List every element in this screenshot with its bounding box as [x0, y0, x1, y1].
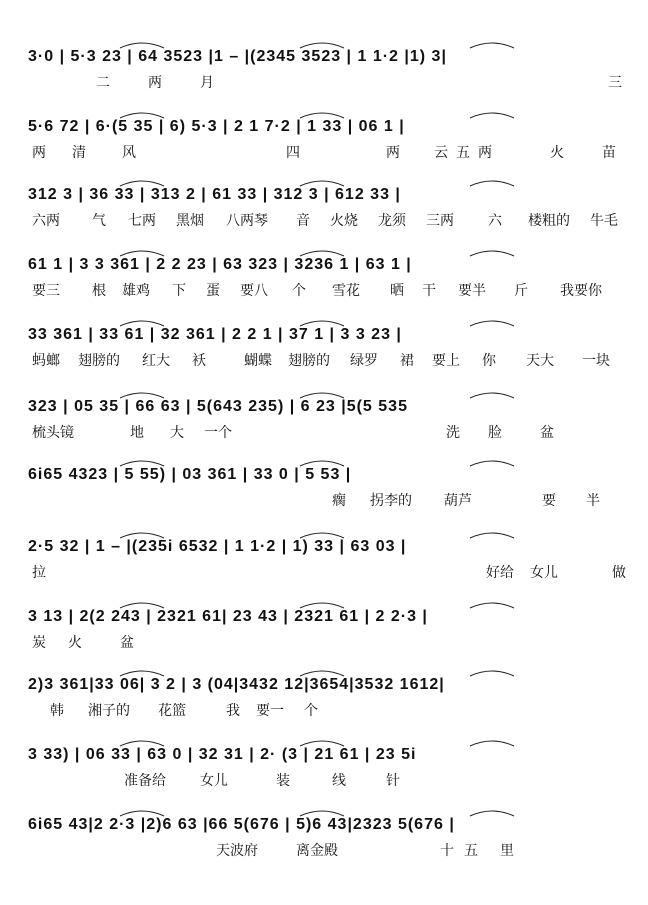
lyric-syllable: 脸	[488, 425, 502, 441]
lyric-syllable: 里	[500, 843, 514, 859]
lyric-syllable: 云	[434, 145, 448, 161]
notation-line	[28, 252, 628, 278]
lyric-syllable: 绿罗	[350, 353, 378, 369]
lyric-syllable: 三两	[426, 213, 454, 229]
lyric-syllable: 七两	[128, 213, 156, 229]
lyric-syllable: 女儿	[200, 773, 228, 789]
lyric-syllable: 离金殿	[296, 843, 338, 859]
lyric-syllable: 盆	[120, 635, 134, 651]
lyric-syllable: 雄鸡	[122, 283, 150, 299]
notation-line	[28, 322, 628, 348]
lyric-syllable: 天大	[526, 353, 554, 369]
lyric-syllable: 你	[482, 353, 496, 369]
lyric-syllable: 葫芦	[444, 493, 472, 509]
notation-text: 323 | 05 35 | 66 63 | 5(643 235) | 6 23 |5(5 535	[28, 398, 408, 415]
notation-line	[28, 534, 628, 560]
lyric-syllable: 天波府	[216, 843, 258, 859]
lyric-syllable: 气	[92, 213, 106, 229]
lyric-syllable: 十	[440, 843, 454, 859]
lyric-syllable: 裙	[400, 353, 414, 369]
lyric-syllable: 蛋	[206, 283, 220, 299]
notation-line	[28, 672, 628, 698]
lyrics-line	[30, 632, 626, 654]
notation-text: 3 13 | 2(2 243 | 2321 61| 23 43 | 2321 61 | 2 2·3 |	[28, 608, 428, 625]
lyric-syllable: 花篮	[158, 703, 186, 719]
lyrics-line	[30, 210, 626, 232]
lyric-syllable: 火烧	[330, 213, 358, 229]
notation-text: 2·5 32 | 1 – |(235i 6532 | 1 1·2 | 1) 33 | 63 03 |	[28, 538, 407, 555]
notation-text: 5·6 72 | 6·(5 35 | 6) 5·3 | 2 1 7·2 | 1 33 | 06 1 |	[28, 118, 405, 135]
lyric-syllable: 瘸	[332, 493, 346, 509]
lyric-syllable: 晒	[390, 283, 404, 299]
notation-line	[28, 742, 628, 768]
lyrics-line	[30, 142, 626, 164]
lyric-syllable: 针	[386, 773, 400, 789]
lyric-syllable: 翅膀的	[78, 353, 120, 369]
lyric-syllable: 要	[542, 493, 556, 509]
lyric-syllable: 要一	[256, 703, 284, 719]
lyric-syllable: 准备给	[124, 773, 166, 789]
lyric-syllable: 六两	[32, 213, 60, 229]
lyric-syllable: 我	[226, 703, 240, 719]
lyric-syllable: 八两琴	[226, 213, 268, 229]
lyric-syllable: 牛毛	[590, 213, 618, 229]
lyric-syllable: 湘子的	[88, 703, 130, 719]
lyric-syllable: 两	[32, 145, 46, 161]
lyric-syllable: 半	[586, 493, 600, 509]
notation-line	[28, 604, 628, 630]
lyrics-line	[30, 700, 626, 722]
notation-line	[28, 394, 628, 420]
lyric-syllable: 清	[72, 145, 86, 161]
notation-text: 3·0 | 5·3 23 | 64 3523 |1 – |(2345 3523 | 1 1·2 |1) 3|	[28, 48, 447, 65]
notation-line	[28, 462, 628, 488]
lyric-syllable: 五	[456, 145, 470, 161]
lyric-syllable: 月	[200, 75, 214, 91]
lyric-syllable: 洗	[446, 425, 460, 441]
notation-line	[28, 812, 628, 838]
lyric-syllable: 蝴蝶	[244, 353, 272, 369]
lyric-syllable: 做	[612, 565, 626, 581]
lyric-syllable: 个	[292, 283, 306, 299]
lyric-syllable: 两	[386, 145, 400, 161]
notation-text: 6i65 4323 | 5 55) | 03 361 | 33 0 | 5 53 |	[28, 466, 352, 483]
notation-text: 3 33) | 06 33 | 63 0 | 32 31 | 2· (3 | 21 61 | 23 5i	[28, 746, 417, 763]
lyrics-line	[30, 562, 626, 584]
lyric-syllable: 两	[148, 75, 162, 91]
lyric-syllable: 要上	[432, 353, 460, 369]
lyric-syllable: 要半	[458, 283, 486, 299]
lyrics-line	[30, 280, 626, 302]
lyric-syllable: 地	[130, 425, 144, 441]
notation-line	[28, 114, 628, 140]
lyric-syllable: 炭	[32, 635, 46, 651]
lyric-syllable: 要三	[32, 283, 60, 299]
lyric-syllable: 一块	[582, 353, 610, 369]
lyrics-line	[30, 422, 626, 444]
lyric-syllable: 六	[488, 213, 502, 229]
lyric-syllable: 二	[96, 75, 110, 91]
lyric-syllable: 红大	[142, 353, 170, 369]
lyric-syllable: 拐李的	[370, 493, 412, 509]
lyric-syllable: 音	[296, 213, 310, 229]
lyrics-line	[30, 72, 626, 94]
lyric-syllable: 楼粗的	[528, 213, 570, 229]
lyrics-line	[30, 840, 626, 862]
lyric-syllable: 我要你	[560, 283, 602, 299]
lyric-syllable: 装	[276, 773, 290, 789]
lyric-syllable: 女儿	[530, 565, 558, 581]
lyric-syllable: 黑烟	[176, 213, 204, 229]
lyric-syllable: 翅膀的	[288, 353, 330, 369]
lyric-syllable: 雪花	[332, 283, 360, 299]
lyric-syllable: 拉	[32, 565, 46, 581]
notation-text: 312 3 | 36 33 | 313 2 | 61 33 | 312 3 | 612 33 |	[28, 186, 401, 203]
lyric-syllable: 线	[332, 773, 346, 789]
lyric-syllable: 五	[464, 843, 478, 859]
lyrics-line	[30, 490, 626, 512]
lyric-syllable: 四	[286, 145, 300, 161]
notation-text: 61 1 | 3 3 361 | 2 2 23 | 63 323 | 3236 1 | 63 1 |	[28, 256, 412, 273]
lyric-syllable: 袄	[192, 353, 206, 369]
lyric-syllable: 龙须	[378, 213, 406, 229]
lyric-syllable: 一个	[204, 425, 232, 441]
lyric-syllable: 要八	[240, 283, 268, 299]
notation-text: 6i65 43|2 2·3 |2)6 63 |66 5(676 | 5)6 43|2323 5(676 |	[28, 816, 455, 833]
lyric-syllable: 三	[608, 75, 622, 91]
lyric-syllable: 斤	[514, 283, 528, 299]
lyric-syllable: 干	[422, 283, 436, 299]
notation-text: 2)3 361|33 06| 3 2 | 3 (04|3432 12|3654|3532 1612|	[28, 676, 445, 693]
lyric-syllable: 好给	[486, 565, 514, 581]
lyric-syllable: 个	[304, 703, 318, 719]
lyric-syllable: 火	[68, 635, 82, 651]
lyric-syllable: 两	[478, 145, 492, 161]
lyric-syllable: 火	[550, 145, 564, 161]
lyric-syllable: 苗	[602, 145, 616, 161]
lyrics-line	[30, 350, 626, 372]
notation-line	[28, 182, 628, 208]
lyric-syllable: 根	[92, 283, 106, 299]
lyrics-line	[30, 770, 626, 792]
notation-text: 33 361 | 33 61 | 32 361 | 2 2 1 | 37 1 | 3 3 23 |	[28, 326, 402, 343]
lyric-syllable: 大	[170, 425, 184, 441]
lyric-syllable: 下	[172, 283, 186, 299]
notation-line	[28, 44, 628, 70]
lyric-syllable: 风	[122, 145, 136, 161]
lyric-syllable: 蚂螂	[32, 353, 60, 369]
lyric-syllable: 盆	[540, 425, 554, 441]
lyric-syllable: 韩	[50, 703, 64, 719]
lyric-syllable: 梳头镜	[32, 425, 74, 441]
